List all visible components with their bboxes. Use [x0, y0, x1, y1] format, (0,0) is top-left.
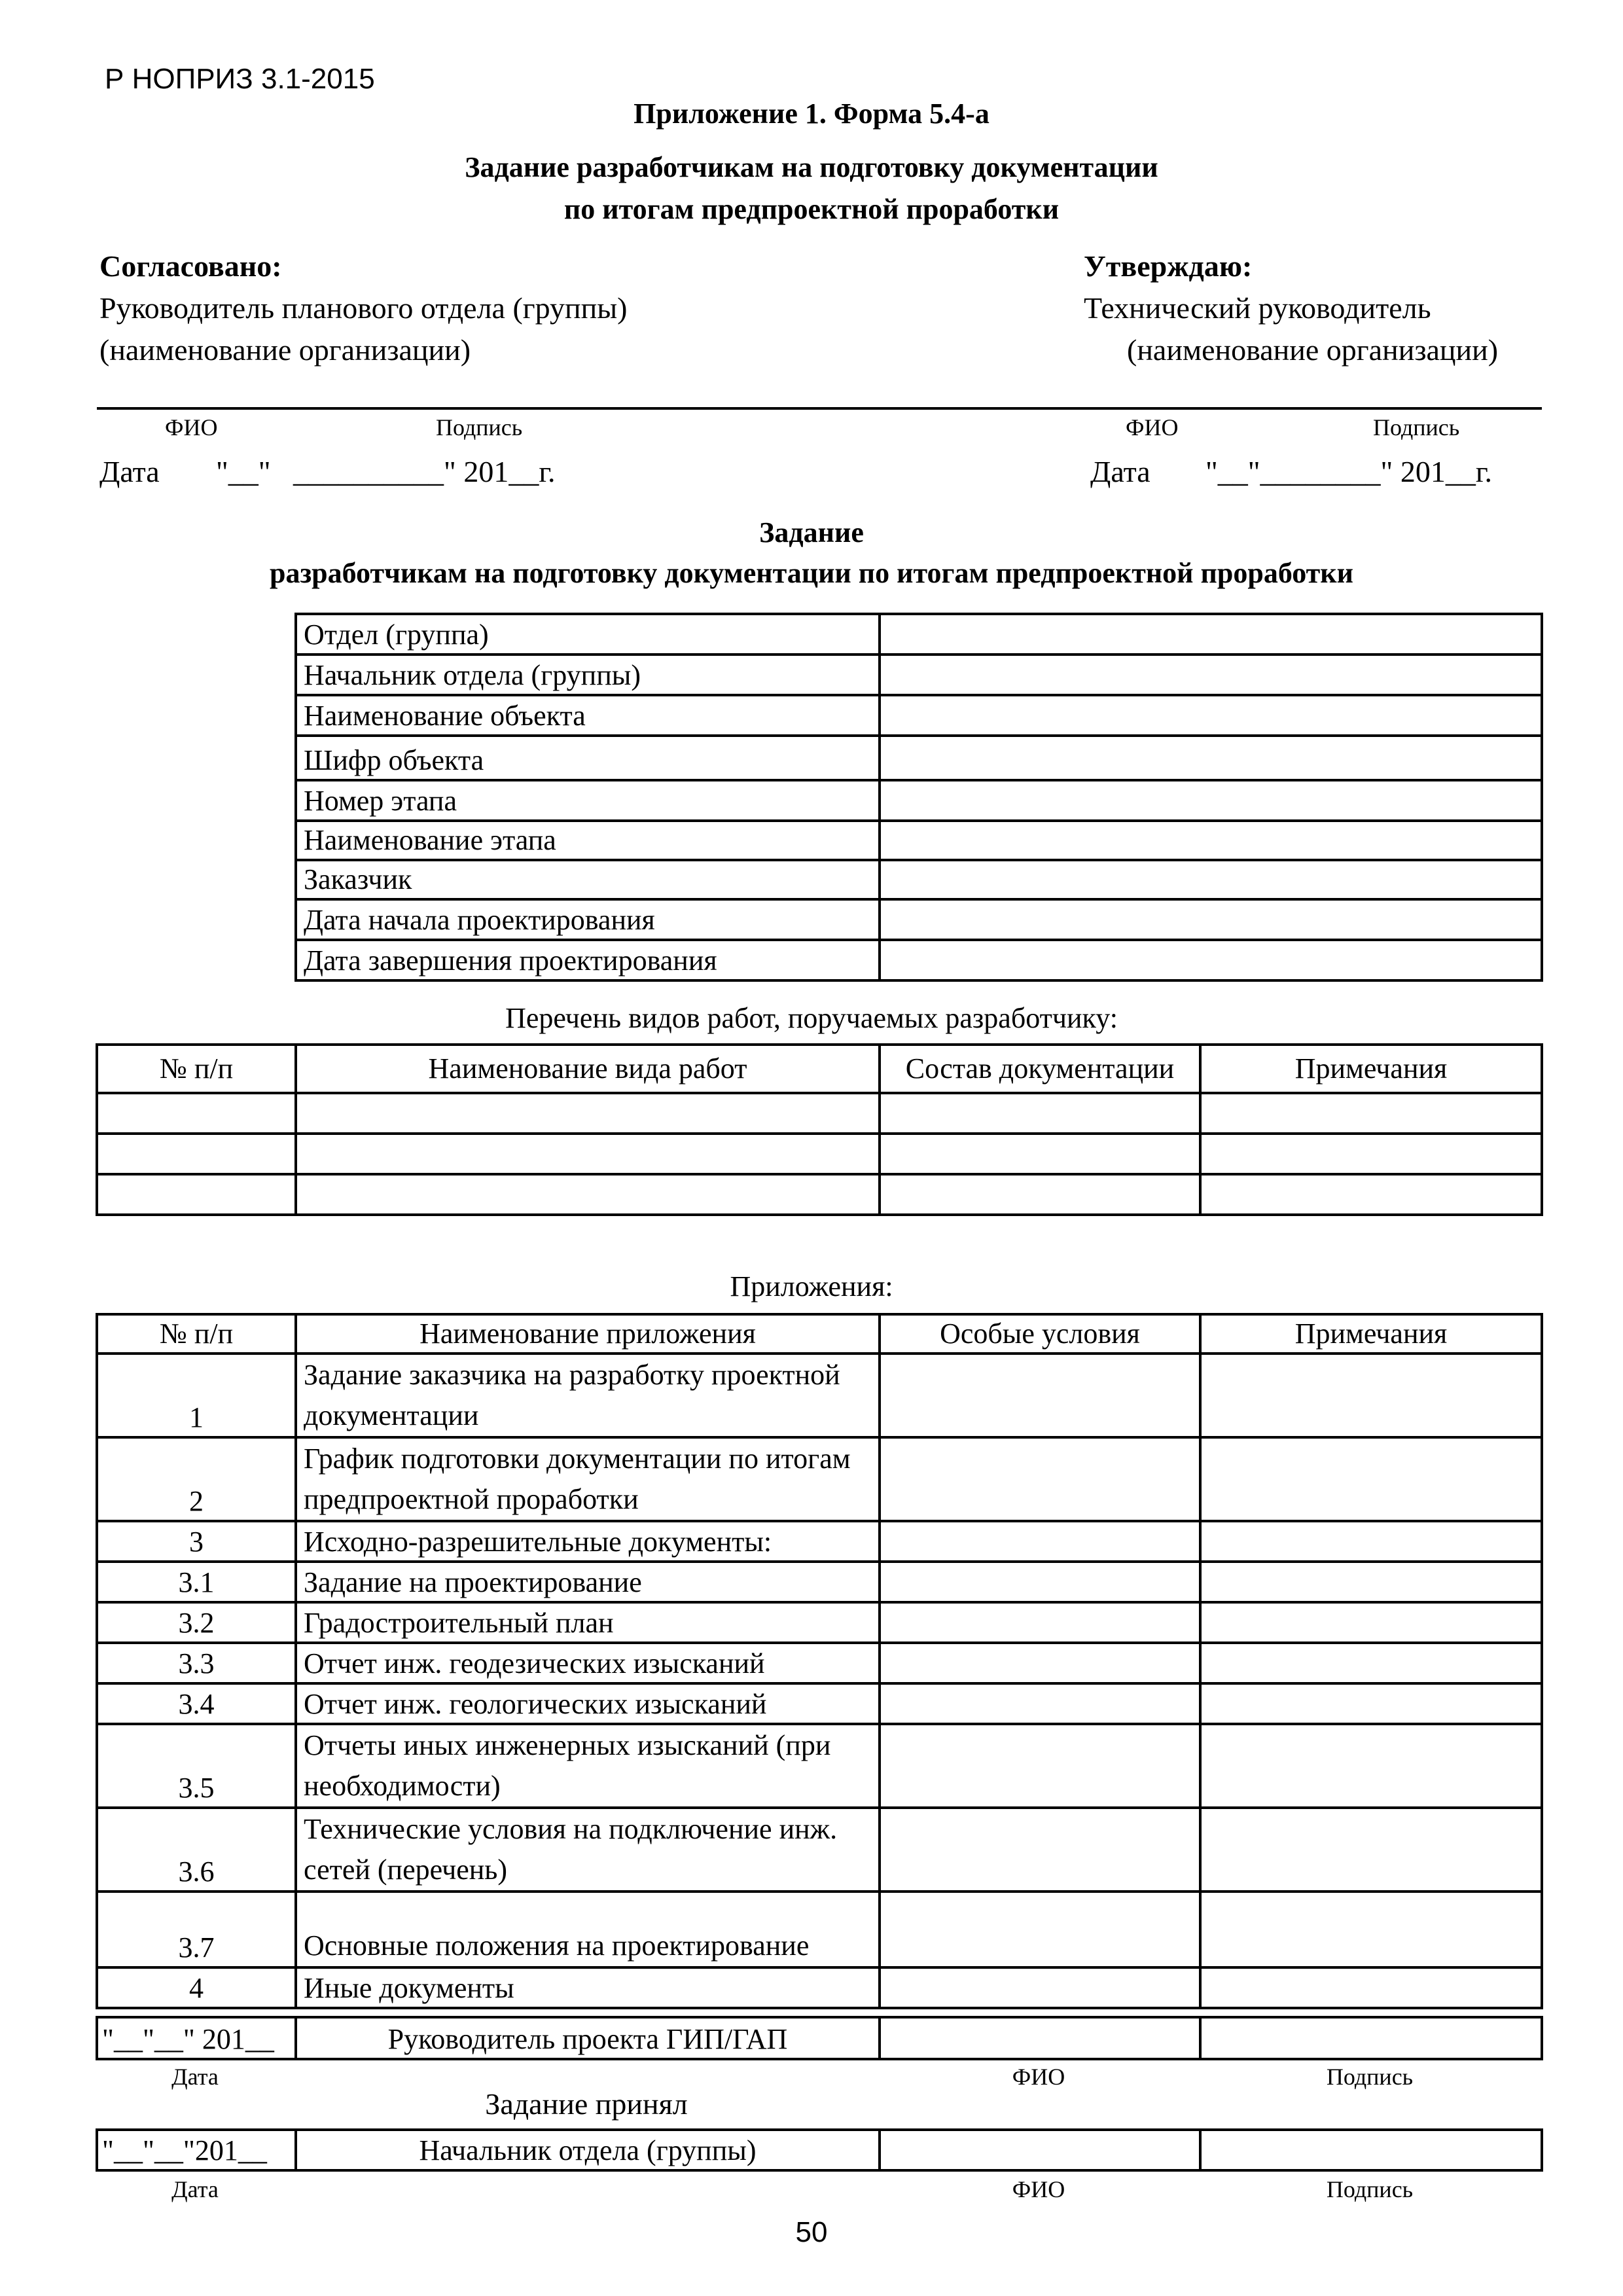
info-row — [296, 821, 1542, 860]
works-cell[interactable] — [97, 1093, 296, 1134]
info-value-cell[interactable] — [880, 614, 1542, 655]
works-caption: Перечень видов работ, поручаемых разработчику: — [505, 1002, 1118, 1034]
works-cell[interactable] — [880, 1093, 1200, 1134]
left-fio-label: ФИО — [165, 414, 218, 440]
att-cell[interactable] — [880, 1967, 1200, 2008]
attachment-row — [97, 1643, 1542, 1683]
attachment-row — [97, 1892, 1542, 1967]
att-name: Основные положения на проектирование — [296, 1892, 880, 1967]
info-value-cell[interactable] — [880, 695, 1542, 736]
info-label: Наименование объекта — [296, 695, 880, 736]
attachment-row — [97, 1437, 1542, 1521]
att-cell[interactable] — [1200, 1967, 1542, 2008]
info-row — [296, 655, 1542, 695]
info-label: Начальник отдела (группы) — [296, 655, 880, 695]
att-cell[interactable] — [880, 1521, 1200, 1562]
info-label: Дата начала проектирования — [296, 899, 880, 940]
att-cell[interactable] — [880, 1892, 1200, 1967]
info-value-cell[interactable] — [880, 655, 1542, 695]
info-value-cell[interactable] — [880, 821, 1542, 860]
page-number: 50 — [795, 2216, 828, 2248]
att-cell[interactable] — [1200, 1521, 1542, 1562]
att-name: Задание заказчика на разработку проектной документации — [296, 1354, 880, 1437]
att-cell[interactable] — [880, 1562, 1200, 1602]
att-col-notes: Примечания — [1200, 1314, 1542, 1354]
works-cell[interactable] — [296, 1134, 880, 1174]
info-row — [296, 614, 1542, 655]
project-lead-fio-cell[interactable] — [880, 2017, 1200, 2059]
att-cell[interactable] — [1200, 1354, 1542, 1437]
sign1-sign-label: Подпись — [1326, 2064, 1414, 2090]
works-cell[interactable] — [1200, 1093, 1542, 1134]
task-heading: Задание — [759, 516, 864, 548]
project-lead-row — [97, 2017, 1542, 2059]
document-code: Р НОПРИЗ 3.1-2015 — [105, 63, 375, 95]
attachment-row — [97, 1683, 1542, 1724]
att-col-num: № п/п — [97, 1314, 296, 1354]
info-label: Заказчик — [296, 860, 880, 899]
sign1-fio-label: ФИО — [1012, 2064, 1065, 2090]
att-num: 3.2 — [97, 1602, 296, 1643]
works-row — [97, 1093, 1542, 1134]
att-cell[interactable] — [1200, 1892, 1542, 1967]
attachment-row — [97, 1562, 1542, 1602]
attachment-row — [97, 1724, 1542, 1808]
right-date-value[interactable]: "__"________" 201__г. — [1205, 455, 1493, 488]
left-date-value[interactable]: "__" __________" 201__г. — [216, 455, 556, 488]
works-cell[interactable] — [97, 1134, 296, 1174]
info-value-cell[interactable] — [880, 736, 1542, 780]
att-name: Отчет инж. геологических изысканий — [296, 1683, 880, 1724]
att-cell[interactable] — [880, 1724, 1200, 1808]
att-cell[interactable] — [1200, 1643, 1542, 1683]
att-name: Иные документы — [296, 1967, 880, 2008]
attachment-row — [97, 1808, 1542, 1892]
att-name: Отчет инж. геодезических изысканий — [296, 1643, 880, 1683]
info-row — [296, 736, 1542, 780]
att-cell[interactable] — [880, 1808, 1200, 1892]
att-cell[interactable] — [1200, 1562, 1542, 1602]
works-cell[interactable] — [296, 1093, 880, 1134]
att-num: 3.3 — [97, 1643, 296, 1683]
att-col-conditions: Особые условия — [880, 1314, 1200, 1354]
att-name: Технические условия на подключение инж. сетей (перечень) — [296, 1808, 880, 1892]
att-name: Исходно-разрешительные документы: — [296, 1521, 880, 1562]
att-num: 3.6 — [97, 1808, 296, 1892]
att-num: 1 — [97, 1354, 296, 1437]
works-cell[interactable] — [97, 1174, 296, 1215]
dept-head-fio-cell[interactable] — [880, 2130, 1200, 2170]
info-label: Шифр объекта — [296, 736, 880, 780]
attachment-row — [97, 1521, 1542, 1562]
dept-head-sign-cell[interactable] — [1200, 2130, 1542, 2170]
info-row — [296, 940, 1542, 980]
info-label: Наименование этапа — [296, 821, 880, 860]
att-cell[interactable] — [880, 1643, 1200, 1683]
approved-heading: Согласовано: — [99, 249, 282, 283]
works-table — [96, 1043, 1543, 1216]
dept-head-sign-table — [96, 2128, 1543, 2172]
confirm-heading: Утверждаю: — [1084, 249, 1253, 283]
signature-line — [97, 407, 1542, 410]
appendix-title: Приложение 1. Форма 5.4-а — [633, 98, 990, 130]
attachments-table — [96, 1313, 1543, 2009]
task-accepted-label: Задание принял — [485, 2087, 688, 2121]
project-lead-sign-cell[interactable] — [1200, 2017, 1542, 2059]
works-cell[interactable] — [1200, 1174, 1542, 1215]
att-cell[interactable] — [1200, 1437, 1542, 1521]
att-name: Градостроительный план — [296, 1602, 880, 1643]
att-num: 3.5 — [97, 1724, 296, 1808]
attachment-row — [97, 1354, 1542, 1437]
info-row — [296, 860, 1542, 899]
att-cell[interactable] — [880, 1437, 1200, 1521]
att-name: Отчеты иных инженерных изысканий (при необходимости) — [296, 1724, 880, 1808]
left-org: (наименование организации) — [99, 333, 471, 367]
att-cell[interactable] — [1200, 1724, 1542, 1808]
works-col-num: № п/п — [97, 1045, 296, 1093]
sign2-date-label: Дата — [171, 2176, 219, 2202]
works-col-name: Наименование вида работ — [296, 1045, 880, 1093]
attachments-caption: Приложения: — [730, 1270, 893, 1302]
att-num: 3 — [97, 1521, 296, 1562]
works-col-notes: Примечания — [1200, 1045, 1542, 1093]
works-cell[interactable] — [1200, 1134, 1542, 1174]
att-num: 4 — [97, 1967, 296, 2008]
info-label: Номер этапа — [296, 780, 880, 821]
att-name: Задание на проектирование — [296, 1562, 880, 1602]
project-lead-role: Руководитель проекта ГИП/ГАП — [296, 2017, 880, 2059]
att-cell[interactable] — [1200, 1808, 1542, 1892]
works-header-row — [97, 1045, 1542, 1093]
sign2-sign-label: Подпись — [1326, 2176, 1414, 2202]
right-date-label: Дата — [1090, 455, 1150, 488]
info-row — [296, 899, 1542, 940]
right-fio-label: ФИО — [1126, 414, 1179, 440]
works-cell[interactable] — [880, 1134, 1200, 1174]
sign1-date-label: Дата — [171, 2064, 219, 2090]
att-cell[interactable] — [1200, 1683, 1542, 1724]
att-cell[interactable] — [880, 1683, 1200, 1724]
info-value-cell[interactable] — [880, 780, 1542, 821]
form-title-line1: Задание разработчикам на подготовку документации — [465, 151, 1158, 183]
works-row — [97, 1174, 1542, 1215]
dept-head-row — [97, 2130, 1542, 2170]
left-position: Руководитель планового отдела (группы) — [99, 291, 628, 325]
works-col-docs: Состав документации — [880, 1045, 1200, 1093]
att-num: 3.4 — [97, 1683, 296, 1724]
info-value-cell[interactable] — [880, 899, 1542, 940]
works-row — [97, 1134, 1542, 1174]
right-org: (наименование организации) — [1127, 333, 1499, 367]
att-num: 2 — [97, 1437, 296, 1521]
works-cell[interactable] — [296, 1174, 880, 1215]
dept-head-role: Начальник отдела (группы) — [296, 2130, 880, 2170]
info-label: Отдел (группа) — [296, 614, 880, 655]
attachment-row — [97, 1602, 1542, 1643]
left-sign-label: Подпись — [436, 414, 523, 440]
task-subheading: разработчикам на подготовку документации по итогам предпроектной проработки — [270, 557, 1353, 589]
right-sign-label: Подпись — [1373, 414, 1460, 440]
info-label: Дата завершения проектирования — [296, 940, 880, 980]
att-col-name: Наименование приложения — [296, 1314, 880, 1354]
info-row — [296, 695, 1542, 736]
project-lead-sign-table — [96, 2016, 1543, 2060]
attachment-row — [97, 1967, 1542, 2008]
att-cell[interactable] — [880, 1354, 1200, 1437]
info-value-cell[interactable] — [880, 940, 1542, 980]
att-num: 3.7 — [97, 1892, 296, 1967]
att-cell[interactable] — [1200, 1602, 1542, 1643]
form-title-line2: по итогам предпроектной проработки — [563, 193, 1060, 225]
dept-head-date[interactable]: "__"__"201__ — [97, 2130, 296, 2170]
info-value-cell[interactable] — [880, 860, 1542, 899]
att-name: График подготовки документации по итогам предпроектной проработки — [296, 1437, 880, 1521]
project-lead-date[interactable]: "__"__" 201__ — [97, 2017, 296, 2059]
att-cell[interactable] — [880, 1602, 1200, 1643]
right-position: Технический руководитель — [1084, 291, 1431, 325]
info-row — [296, 780, 1542, 821]
sign2-fio-label: ФИО — [1012, 2176, 1065, 2202]
works-cell[interactable] — [880, 1174, 1200, 1215]
left-date-label: Дата — [99, 455, 160, 488]
attachments-header-row — [97, 1314, 1542, 1354]
att-num: 3.1 — [97, 1562, 296, 1602]
info-table — [294, 613, 1543, 982]
